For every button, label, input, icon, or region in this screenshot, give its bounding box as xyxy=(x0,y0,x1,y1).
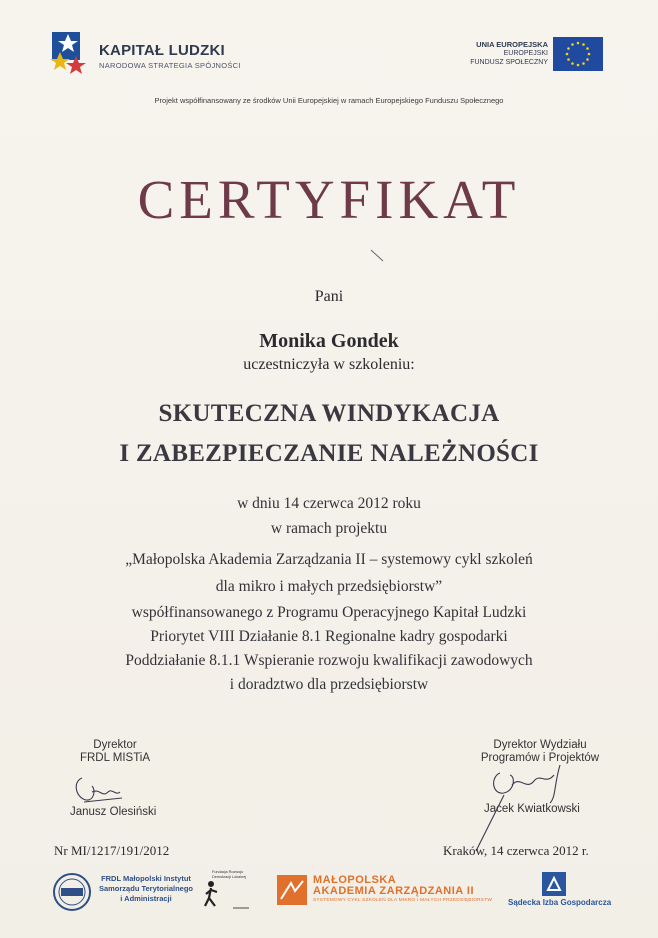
certificate-title: CERTYFIKAT xyxy=(137,169,521,230)
chamber-logo-icon xyxy=(542,872,566,896)
body-line: współfinansowanego z Programu Operacyjnego Kapitał Ludzki xyxy=(131,604,527,621)
body-line: Poddziałanie 8.1.1 Wspieranie rozwoju kwalifikacji zawodowych xyxy=(125,652,533,669)
program-title: KAPITAŁ LUDZKI xyxy=(99,42,225,59)
frdl-institute-name xyxy=(96,874,196,904)
left-signatory-role xyxy=(70,739,160,765)
place-and-date: Kraków, 14 czerwca 2012 r. xyxy=(443,843,589,858)
map-subtitle: SYSTEMOWY CYKL SZKOLEŃ DLA MIKRO I MAŁYCH PRZEDSIĘBIORSTW xyxy=(313,898,493,903)
course-title-line2: I ZABEZPIECZANIE NALEŻNOŚCI xyxy=(119,440,539,467)
eu-fund-line2: FUNDUSZ SPOŁECZNY xyxy=(470,59,548,66)
map-academy-logo xyxy=(277,875,307,905)
body-line: „Małopolska Akademia Zarządzania II – systemowy cykl szkoleń xyxy=(125,551,533,568)
kapital-ludzki-logo xyxy=(50,30,94,78)
frdl-line2: Samorządu Terytorialnego xyxy=(98,884,194,893)
map-title-line1: MAŁOPOLSKA xyxy=(313,874,397,886)
recipient-name: Monika Gondek xyxy=(259,330,399,352)
salutation: Pani xyxy=(314,288,344,305)
eu-fund-line1: EUROPEJSKI xyxy=(503,50,548,57)
right-role-line2: Programów i Projektów xyxy=(480,752,600,764)
map-title-line2: AKADEMIA ZARZĄDZANIA II xyxy=(313,885,475,897)
body-line: Priorytet VIII Działanie 8.1 Regionalne kadry gospodarki xyxy=(150,628,508,645)
mistia-seal-logo xyxy=(52,872,92,912)
right-signatory-name: Jacek Kwiatkowski xyxy=(484,803,580,815)
frdl-line3: i Administracji xyxy=(120,894,172,903)
left-role-line2: FRDL MISTiA xyxy=(79,752,151,764)
eu-label-block xyxy=(440,40,548,67)
fundacja-line2: Demokracji Lokalnej xyxy=(212,874,247,879)
body-line: w dniu 14 czerwca 2012 roku xyxy=(237,495,421,512)
fundacja-name xyxy=(212,870,252,879)
course-title-line1: SKUTECZNA WINDYKACJA xyxy=(158,400,500,427)
chamber-name: Sądecka Izba Gospodarcza xyxy=(508,898,612,907)
attended-text: uczestniczyła w szkoleniu: xyxy=(243,356,415,373)
certificate-number: Nr MI/1217/191/2012 xyxy=(54,843,170,858)
frdl-line1: FRDL Małopolski Instytut xyxy=(101,874,191,883)
project-cofinancing-note: Projekt współfinansowany ze środków Unii Europejskiej w ramach Europejskiego Funduszu Społecznego xyxy=(154,96,504,105)
left-signature-scribble xyxy=(62,770,132,810)
body-line: i doradztwo dla przedsiębiorstw xyxy=(229,676,429,693)
left-role-line1: Dyrektor xyxy=(93,739,137,751)
eu-flag-icon xyxy=(553,37,603,71)
right-role-line1: Dyrektor Wydziału xyxy=(493,739,587,751)
pen-mark xyxy=(370,249,386,263)
body-line: dla mikro i małych przedsiębiorstw” xyxy=(215,578,443,595)
program-subtitle: NARODOWA STRATEGIA SPÓJNOŚCI xyxy=(99,61,241,70)
eu-title: UNIA EUROPEJSKA xyxy=(476,40,548,49)
fundacja-line1: Fundacja Rozwoju xyxy=(212,870,244,874)
left-signatory-name: Janusz Olesiński xyxy=(70,806,157,818)
body-line: w ramach projektu xyxy=(270,520,388,537)
